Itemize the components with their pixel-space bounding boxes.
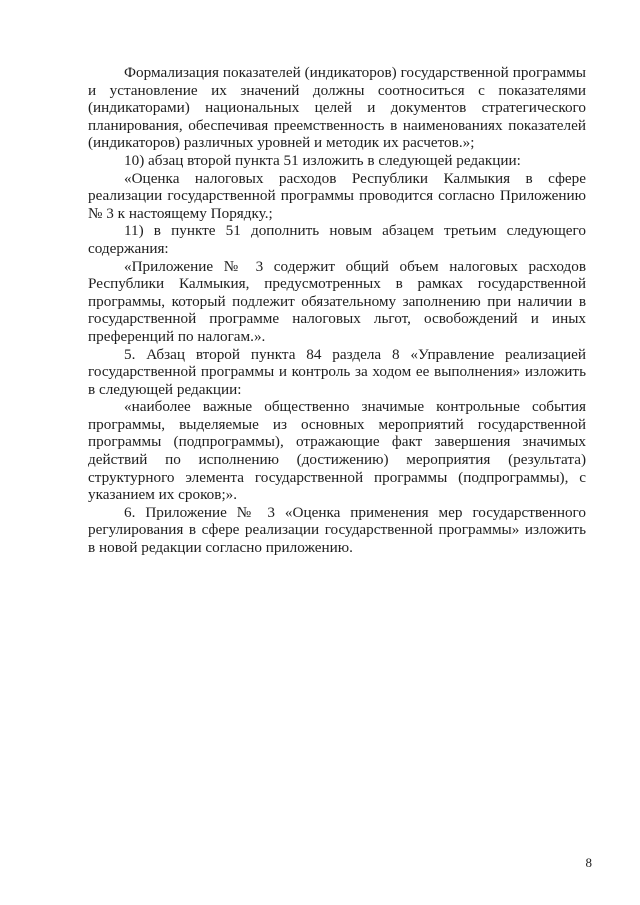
paragraph-tax-expenses-assessment: «Оценка налоговых расходов Республики Калмыкия в сфере реализации государственной программы проводится согласно Приложению № 3 к настоящему Порядку.; bbox=[88, 169, 586, 222]
paragraph-appendix-3-content: «Приложение № 3 содержит общий объем налоговых расходов Республики Калмыкия, предусмотренных в рамках государственной программы, который подлежит обязательному заполнению при наличии в государственной программе налоговых льгот, освобождений и иных преференций по налогам.». bbox=[88, 257, 586, 345]
paragraph-item-11: 11) в пункте 51 дополнить новым абзацем третьим следующего содержания: bbox=[88, 222, 586, 257]
paragraph-formalization: Формализация показателей (индикаторов) государственной программы и установление их значений должны соотноситься с показателями (индикаторами) национальных целей и документов стратегического планирования, обеспечивая преемственность в наименованиях показателей (индикаторов) различных уровней и методик их расчетов.»; bbox=[88, 64, 586, 152]
paragraph-control-events: «наиболее важные общественно значимые контрольные события программы, выделяемые из основных мероприятий государственной программы (подпрограммы), отражающие факт завершения значимых действий по исполнению (достижению) мероприятия (результата) структурного элемента государственной программы (подпрограммы), с указанием их сроков;». bbox=[88, 398, 586, 504]
paragraph-item-6: 6. Приложение № 3 «Оценка применения мер государственного регулирования в сфере реализации государственной программы» изложить в новой редакции согласно приложению. bbox=[88, 503, 586, 557]
paragraph-item-10: 10) абзац второй пункта 51 изложить в следующей редакции: bbox=[124, 151, 521, 169]
page-number: 8 bbox=[585, 855, 592, 870]
document-body bbox=[88, 64, 586, 557]
paragraph-item-5: 5. Абзац второй пункта 84 раздела 8 «Управление реализацией государственной программы и контроль за ходом ее выполнения» изложить в следующей редакции: bbox=[88, 345, 586, 398]
